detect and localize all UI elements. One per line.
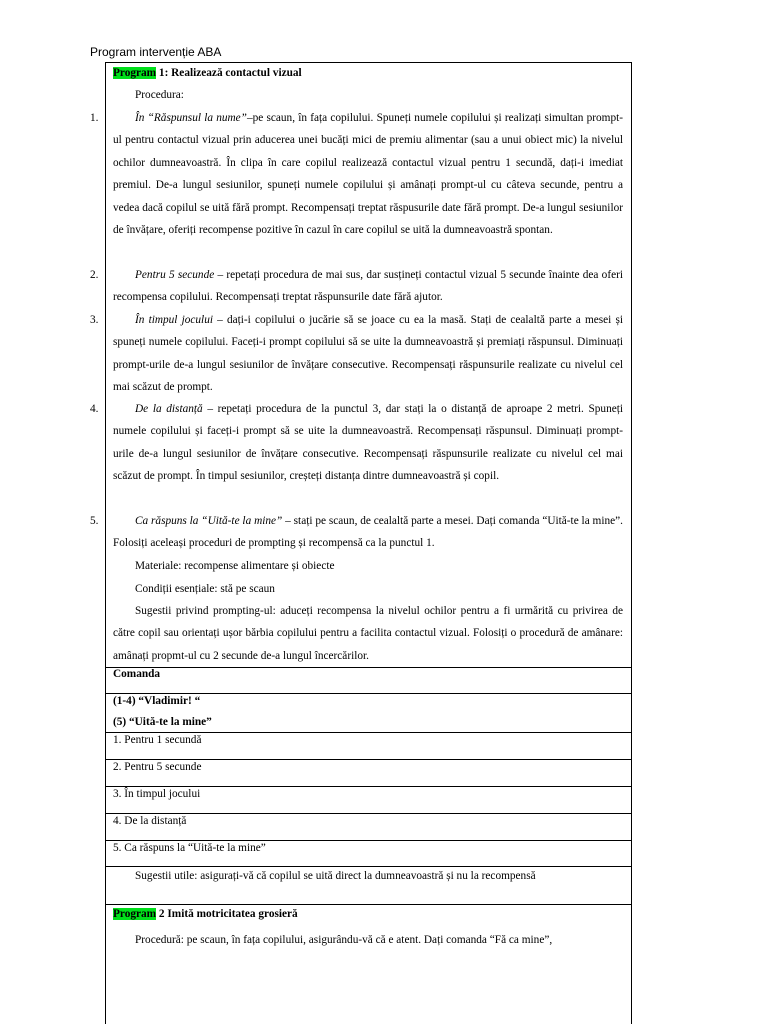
step-1-number: 1.	[90, 112, 99, 124]
prompting-suggestions-text: Sugestii privind prompting-ul: aduceți recompensa la nivelul ochilor pentru a fi urmărită cu privirea de către copil sau orientați ușor bărbia copilului pentru a facilita contactul vizual. Folosiți o procedură de amânare: amânați propmt-ul cu 2 secunde de-a lungul încercărilor.	[113, 605, 623, 662]
step-5-title: Ca răspuns la “Uită-te la mine”	[135, 515, 283, 527]
program1-label-highlight: Program	[113, 67, 157, 79]
row-divider	[105, 667, 632, 668]
target-item: 2. Pentru 5 secunde	[113, 761, 202, 773]
step-2-paragraph	[113, 264, 623, 309]
program1-title	[113, 62, 302, 84]
step-2-text: – repetați procedura de mai sus, dar susțineți contactul vizual 5 secunde înainte dea oferi recompensa copilului. Recompensați treptat răspunsurile date fără ajutor.	[113, 269, 623, 304]
step-3-title: În timpul jocului	[135, 314, 213, 326]
step-1-text: –pe scaun, în fața copilului. Spuneți numele copilului și realizați simultan prompt-ul pentru contactul vizual prin aducerea unei bucăți mici de premiu alimentar (sau a unui obiect mic) la nivelul ochilor dumneavoastră. În clipa în care copilul realizează contactul vizual pentru 1 secundă, dați-i imediat premiul. De-a lungul sesiunilor, spuneți numele copilului și amânați prompt-ul cu câteva secunde, pentru a vedea dacă copilul se uită fără prompt. Recompensați treptat răspusurile date fără prompt. De-a lungul sesiunilor de învățare, oferiți recompense pozitive în cazul în care copilul se uită la dumneavoastră spontan.	[113, 112, 623, 237]
step-3-number: 3.	[90, 314, 99, 326]
step-4-title: De la distanță	[135, 403, 203, 415]
step-4-text: – repetați procedura de la punctul 3, dar stați la o distanță de aproape 2 metri. Spuneți numele copilului și faceți-i prompt să se uite la dumneavoastră. Recompensați răspunsul. Diminuați prompt-urile de-a lungul sesiunilor de învățare consecutive. Recompensați răspunsurile realizate cu nivelul cel mai scăzut de prompt. În timpul sesiunilor, creșteți distanța dintre dumneavoastră și copil.	[113, 403, 624, 483]
step-2-number: 2.	[90, 269, 99, 281]
target-item: 3. În timpul jocului	[113, 788, 201, 800]
step-3-paragraph	[113, 309, 623, 399]
step-3-text: – dați-i copilului o jucărie să se joace cu ea la masă. Stați de cealaltă parte a mesei și spuneți numele copilului. Faceți-i prompt copilului să se uite la dumneavoastră și premiați răspunsul. Diminuați prompt-urile de-a lungul sesiunilor de învățare consecutive. Recompensați răspunsurile realizate cu nivelul cel mai scăzut de prompt.	[113, 314, 623, 394]
step-2-title: Pentru 5 secunde	[135, 269, 215, 281]
step-5-text: – stați pe scaun, de cealaltă parte a mesei. Dați comanda “Uită-te la mine”. Folosiți aceleași proceduri de prompting și recompensă ca la punctul 1.	[113, 515, 623, 550]
command-line-1: (1-4) “Vladimir! “	[113, 695, 201, 707]
step-4-number: 4.	[90, 403, 99, 415]
step-1-title: În “Răspunsul la nume”	[135, 112, 247, 124]
step-4-paragraph	[113, 398, 623, 488]
program2-procedure: Procedură: pe scaun, în fața copilului, asigurându-vă că e atent. Dați comanda “Fă ca mine”,	[135, 934, 553, 946]
step-1-paragraph	[113, 107, 623, 241]
target-item: 1. Pentru 1 secundă	[113, 734, 202, 746]
step-5-paragraph	[113, 510, 623, 555]
program2-title-text: 2 Imită motricitatea grosieră	[156, 908, 298, 920]
procedure-label: Procedura:	[135, 89, 184, 101]
step-5-number: 5.	[90, 515, 99, 527]
prompting-suggestions	[113, 600, 623, 667]
command-line-2: (5) “Uită-te la mine”	[113, 716, 212, 728]
materials-text: Materiale: recompense alimentare și obiecte	[135, 560, 335, 572]
program2-label-highlight: Program	[113, 908, 157, 920]
document-header: Program intervenție ABA	[90, 45, 222, 59]
target-item: 4. De la distanță	[113, 815, 187, 827]
program1-title-text: 1: Realizează contactul vizual	[156, 67, 302, 79]
conditions-text: Condiții esențiale: stă pe scaun	[135, 583, 275, 595]
program2-title	[113, 903, 298, 925]
command-label: Comanda	[113, 668, 161, 680]
useful-tips: Sugestii utile: asigurați-vă că copilul se uită direct la dumneavoastră și nu la recompensă	[135, 870, 536, 882]
target-item: 5. Ca răspuns la “Uită-te la mine”	[113, 842, 266, 854]
